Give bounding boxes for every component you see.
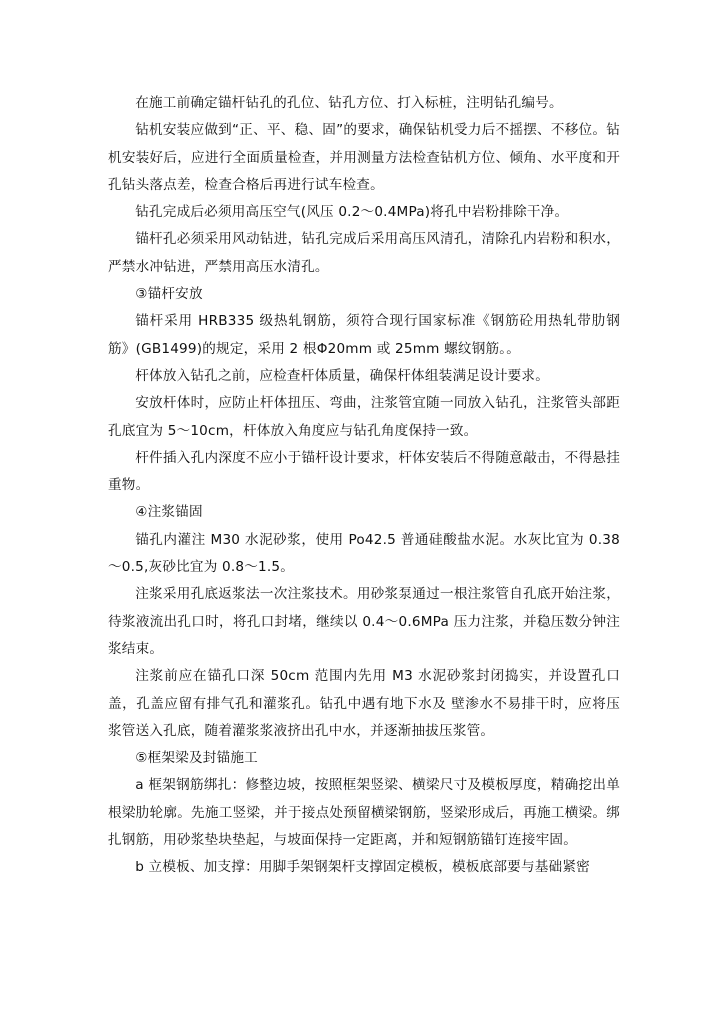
paragraph-hole-cleaning-air: 钻孔完成后必须用高压空气(风压 0.2～0.4MPa)将孔中岩粉排除干净。 [135,204,569,221]
paragraph-drill-positioning: 在施工前确定锚杆钻孔的孔位、钻孔方位、打入标桩，注明钻孔编号。 [135,95,563,111]
paragraph-mortar-spec: 锚孔内灌注 M30 水泥砂浆，使用 Po42.5 普通硅酸盐水泥。水灰比宜为 0.38～0.5,灰砂比宜为 0.8～1.5。 [108,531,620,576]
paragraph-drill-installation: 钻机安装应做到“正、平、稳、固”的要求，确保钻机受力后不摇摆、不移位。钻机安装好后，应进行全面质量检查，并用测量方法检查钻机方位、倾角、水平度和开孔钻头落点差，检查合格后再进行试车检查。 [108,122,620,193]
paragraph-anchor-steel: 锚杆采用 HRB335 级热轧钢筋，须符合现行国家标准《钢筋砼用热轧带肋钢筋》(GB1499)的规定，采用 2 根Φ20mm 或 25mm 螺纹钢筋。。 [108,313,620,357]
paragraph-frame-rebar: a 框架钢筋绑扎：修整边坡，按照框架竖梁、横梁尺寸及模板厚度，精确挖出单根梁肋轮廓。先施工竖梁，并于接点处预留横梁钢筋，竖梁形成后，再施工横梁。绑扎钢筋，用砂浆垫块垫起，与坡面保持一定距离，并和短钢筋锚钉连接牢固。 [108,777,620,849]
paragraph-pre-grouting-seal: 注浆前应在锚孔口深 50cm 范围内先用 M3 水泥砂浆封闭捣实，并设置孔口盖，孔盖应留有排气孔和灌浆孔。钻孔中遇有地下水及 壁渗水不易排干时，应将压浆管送入孔底，随着灌浆浆液挤出孔中水，并逐渐抽拔压浆管。 [108,668,620,739]
paragraph-rod-insertion-depth: 杆件插入孔内深度不应小于锚杆设计要求，杆体安装后不得随意敲击，不得悬挂重物。 [108,449,620,494]
section-heading-grouting: ④注浆锚固 [135,504,203,521]
document-body [108,90,620,882]
section-heading-anchor-placement: ③锚杆安放 [135,286,203,303]
paragraph-formwork-support: b 立模板、加支撑：用脚手架钢架杆支撑固定模板，模板底部要与基础紧密 [135,859,590,876]
paragraph-rod-inspection: 杆体放入钻孔之前，应检查杆体质量，确保杆体组装满足设计要求。 [135,367,549,384]
section-heading-frame-beam: ⑤框架梁及封锚施工 [135,750,258,767]
paragraph-grouting-method: 注浆采用孔底返浆法一次注浆技术。用砂浆泵通过一根注浆管自孔底开始注浆，待浆液流出孔口时，将孔口封堵，继续以 0.4～0.6MPa 压力注浆，并稳压数分钟注浆结束。 [108,586,620,657]
paragraph-pneumatic-drilling: 锚杆孔必须采用风动钻进，钻孔完成后采用高压风清孔，清除孔内岩粉和积水，严禁水冲钻进，严禁用高压水清孔。 [108,231,620,275]
paragraph-rod-placement: 安放杆体时，应防止杆体扭压、弯曲，注浆管宜随一同放入钻孔，注浆管头部距孔底宜为 5～10cm，杆体放入角度应与钻孔角度保持一致。 [108,395,620,439]
